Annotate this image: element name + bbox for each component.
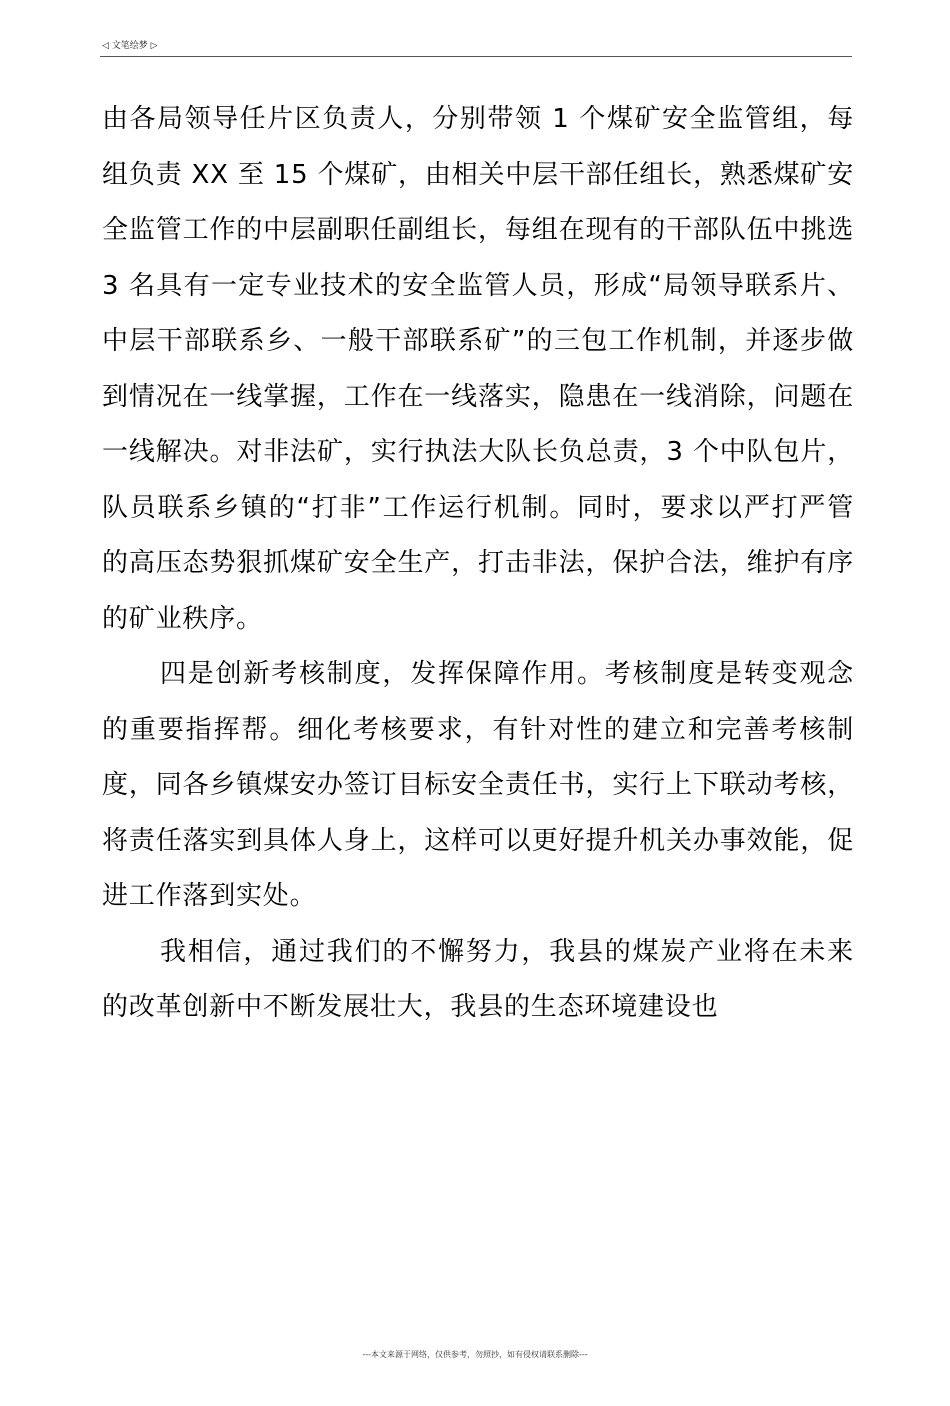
page-header: [100, 38, 852, 57]
paragraph-1: 由各局领导任片区负责人，分别带领 1 个煤矿安全监管组，每组负责 XX 至 15 个煤矿，由相关中层干部任组长，熟悉煤矿安全监管工作的中层副职任副组长，每组在现有的干部队伍中挑选 3 名具有一定专业技术的安全监管人员，形成“局领导联系片、中层干部联系乡、一般干部联系矿”的三包工作机制，并逐步做到情况在一线掌握，工作在一线落实，隐患在一线消除，问题在一线解决。对非法矿，实行执法大队长负总责，3 个中队包片，队员联系乡镇的“打非”工作运行机制。同时，要求以严打严管的高压态势狠抓煤矿安全生产，打击非法，保护合法，维护有序的矿业秩序。: [102, 104, 854, 634]
header-label: ◁ 文笔绘梦 ▷: [102, 41, 158, 51]
paragraph-2: 四是创新考核制度，发挥保障作用。考核制度是转变观念的重要指挥帮。细化考核要求，有针对性的建立和完善考核制度，同各乡镇煤安办签订目标安全责任书，实行上下联动考核，将责任落实到具体人身上，这样可以更好提升机关办事效能，促进工作落到实处。: [102, 659, 854, 911]
document-body: [102, 92, 854, 1036]
page-footer: ---本文来源于网络，仅供参考，勿照抄，如有侵权请联系删除---: [362, 1350, 588, 1359]
paragraph-3: 我相信，通过我们的不懈努力，我县的煤炭产业将在未来的改革创新中不断发展壮大，我县的生态环境建设也: [102, 936, 854, 1022]
